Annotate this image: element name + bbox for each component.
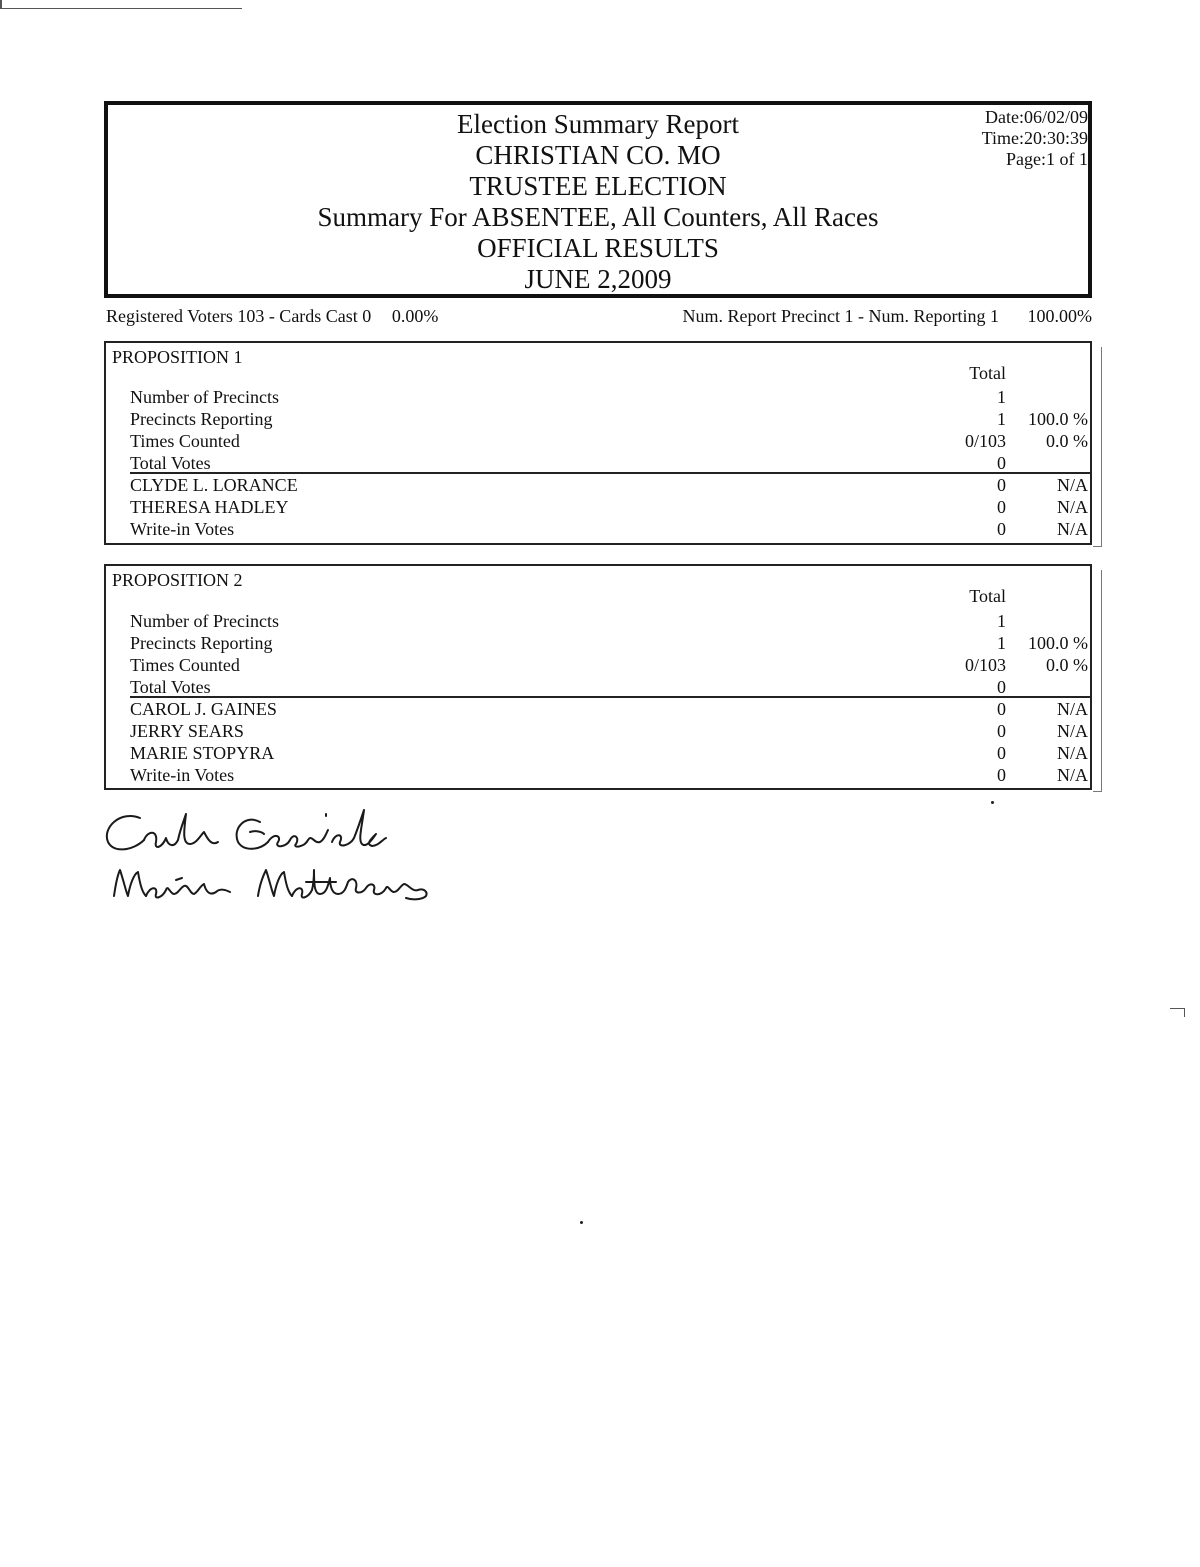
candidate-percent: N/A	[1057, 519, 1088, 539]
stat-percent: 0.0 %	[1046, 431, 1088, 451]
stat-row	[106, 430, 1090, 452]
stat-total: 1	[997, 409, 1006, 429]
election-name: TRUSTEE ELECTION	[469, 171, 727, 201]
candidate-percent: N/A	[1057, 475, 1088, 495]
candidate-percent: N/A	[1057, 743, 1088, 763]
candidate-total: 0	[997, 497, 1006, 517]
stat-total: 0/103	[964, 431, 1006, 451]
box-shadow-edge	[1093, 347, 1102, 547]
stat-row	[106, 408, 1090, 430]
scan-speck	[580, 1221, 583, 1224]
scan-speck	[991, 801, 994, 804]
proposition-2-box	[104, 564, 1092, 790]
reporting-summary	[683, 306, 1092, 327]
stat-label: Number of Precincts	[130, 387, 279, 407]
stat-row	[106, 610, 1090, 632]
stat-percent: 0.0 %	[1046, 655, 1088, 675]
reporting-percent: 100.00%	[1027, 306, 1092, 326]
stat-total: 0	[997, 453, 1006, 473]
candidate-total: 0	[997, 475, 1006, 495]
candidate-percent: N/A	[1057, 497, 1088, 517]
candidate-percent: N/A	[1057, 765, 1088, 785]
candidate-total: 0	[997, 765, 1006, 785]
stat-percent: 100.0 %	[1028, 633, 1088, 653]
candidate-name: Write-in Votes	[130, 765, 235, 785]
candidate-total: 0	[997, 699, 1006, 719]
candidate-percent: N/A	[1057, 721, 1088, 741]
report-time: Time:20:30:39	[981, 128, 1088, 148]
candidate-total: 0	[997, 743, 1006, 763]
total-column-header: Total	[969, 363, 1006, 383]
stat-row	[106, 654, 1090, 676]
stat-total: 1	[997, 387, 1006, 407]
results-status: OFFICIAL RESULTS	[477, 233, 719, 263]
stat-percent: 100.0 %	[1028, 409, 1088, 429]
stat-total: 0	[997, 677, 1006, 697]
candidate-total: 0	[997, 519, 1006, 539]
election-date: JUNE 2,2009	[524, 264, 672, 294]
candidate-name: THERESA HADLEY	[130, 497, 289, 517]
scan-edge-mark	[0, 0, 242, 9]
registered-voters-summary	[106, 306, 438, 327]
report-page: Page:1 of 1	[1006, 149, 1088, 169]
candidate-row	[106, 698, 1090, 720]
candidate-row	[106, 720, 1090, 742]
proposition-title: PROPOSITION 2	[112, 570, 243, 590]
stat-total: 0/103	[964, 655, 1006, 675]
proposition-title: PROPOSITION 1	[112, 347, 243, 367]
total-column-header: Total	[969, 586, 1006, 606]
candidate-row	[106, 764, 1090, 786]
stat-label: Precincts Reporting	[130, 633, 273, 653]
report-meta	[982, 107, 1088, 170]
candidate-name: JERRY SEARS	[130, 721, 244, 741]
stat-total: 1	[997, 611, 1006, 631]
stat-label: Total Votes	[130, 453, 211, 473]
signature-marian-matthews	[114, 870, 427, 899]
stat-row	[106, 632, 1090, 654]
stat-label: Times Counted	[130, 655, 240, 675]
candidate-name: Write-in Votes	[130, 519, 235, 539]
candidate-name: MARIE STOPYRA	[130, 743, 275, 763]
stat-row	[106, 676, 1090, 698]
proposition-1-box	[104, 341, 1092, 545]
signature-carla-essick	[107, 810, 386, 849]
stat-label: Times Counted	[130, 431, 240, 451]
reporting-text: Num. Report Precinct 1 - Num. Reporting 1	[682, 306, 999, 326]
scan-edge-mark	[1170, 1008, 1185, 1017]
summary-scope: Summary For ABSENTEE, All Counters, All Races	[317, 202, 879, 232]
candidate-row	[106, 742, 1090, 764]
candidate-row	[106, 496, 1090, 518]
candidate-row	[106, 518, 1090, 540]
stat-total: 1	[997, 633, 1006, 653]
stat-row	[106, 452, 1090, 474]
stat-label: Total Votes	[130, 677, 211, 697]
report-date: Date:06/02/09	[985, 107, 1088, 127]
candidate-row	[106, 474, 1090, 496]
report-title-block	[108, 109, 1088, 295]
stat-row	[106, 386, 1090, 408]
stat-label: Number of Precincts	[130, 611, 279, 631]
county-name: CHRISTIAN CO. MO	[475, 140, 721, 170]
candidate-percent: N/A	[1057, 699, 1088, 719]
box-shadow-edge	[1093, 570, 1102, 792]
candidate-name: CLYDE L. LORANCE	[130, 475, 298, 495]
cards-cast-percent: 0.00%	[391, 306, 439, 326]
candidate-name: CAROL J. GAINES	[130, 699, 277, 719]
candidate-total: 0	[997, 721, 1006, 741]
report-header	[104, 101, 1092, 298]
registered-voters-text: Registered Voters 103 - Cards Cast 0	[106, 306, 372, 326]
stat-label: Precincts Reporting	[130, 409, 273, 429]
report-title: Election Summary Report	[457, 109, 739, 139]
signatures	[100, 800, 480, 915]
